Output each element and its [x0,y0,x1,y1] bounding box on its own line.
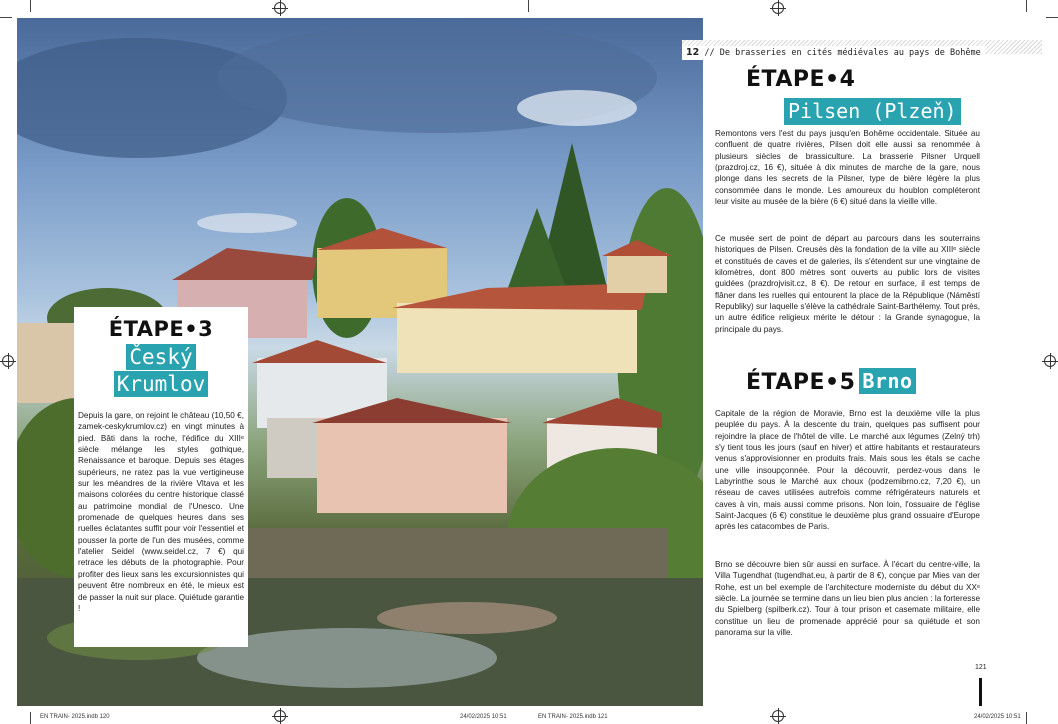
registration-mark-icon [2,355,14,367]
etape3-title: ÉTAPE•3 [108,317,214,341]
etape4-para2: Ce musée sert de point de départ au parcours dans les souterrains historiques de Pilsen. Creusés dès la fondation de la ville au XIIIᵉ siècle et constitués de caves et de galeries, ils s'étendent sur une vingtaine de kilomètres, dont 800 mètres sont ouverts au public lors de visites guidées (prazdrojvisit.cz, 8 €). De retour en surface, il est temps de flâner dans les ruelles qui entourent la place de la République (Náměstí Republiky) sur laquelle s'élève la cathédrale Saint-Barthélemy. Tout près, un autre édifice religieux mérite le détour : la Grande synagogue, la principale du pays. [715,234,980,334]
crop-mark [30,0,31,12]
etape5-para2: Brno se découvre bien sûr aussi en surface. À l'écart du centre-ville, la Villa Tugendhat (tugendhat.eu, à partir de 8 €), conçue par Mies van der Rohe, est un bel exemple de l'architecture moderniste du début du XXᵉ siècle. La journée se termine dans un lieu bien plus ancien : la forteresse du Spielberg (spilberk.cz). Tour à tour prison et casemate militaire, elle constitue un lieu de promenade apprécié pour sa quiétude et son panorama sur la ville. [715,560,980,638]
folio-bar [979,678,982,706]
etape3-city-line1: Český [126,344,195,370]
running-head-text [682,46,985,60]
etape5-title: ÉTAPE•5 [746,370,856,395]
slug-left-file: EN TRAIN- 2025.indb 120 [40,714,110,720]
slug-right-file: EN TRAIN- 2025.indb 121 [538,714,608,720]
etape4-para1: Remontons vers l'est du pays jusqu'en Bohême occidentale. Située au confluent de quatre rivières, Pilsen doit elle aussi sa renommée à plusieurs siècles de brassiculture. La brasserie Pilsner Urquell (prazdroj.cz, 16 €), située à dix minutes de marche de la gare, nous plonge dans les secrets de la Pilsner, type de bière légère la plus consommée dans le monde. Les amoureux du houblon compléteront leur visite au musée de la bière (6 €) situé dans la vieille ville. [715,129,980,207]
etape3-body: Depuis la gare, on rejoint le château (10,50 €, zamek-ceskykrumlov.cz) en vingt minutes à pied. Bâti dans la roche, l'édifice du XIIIᵉ siècle mélange les styles gothique, Renaissance et baroque. Depuis ses étages supérieurs, ne ratez pas la vue vertigineuse sur les méandres de la rivière Vltava et les maisons colorées du centre historique classé au patrimoine mondial de l'Unesco. Une promenade de quelques heures dans ses ruelles éclatantes suffit pour voir l'essentiel et pousser la porte de l'un des musées, comme l'atelier Seidel (www.seidel.cz, 7 €) qui retrace les débuts de la photographie. Pour profiter des lieux sans les excursionnistes qui peuvent être nombreux en été, le mieux est de passer la nuit sur place. Quiétude garantie ! [78,411,244,613]
crop-mark [0,17,12,18]
slug-right-date: 24/02/2025 10:51 [974,714,1021,720]
registration-mark-icon [1044,355,1056,367]
etape4-city-label: Pilsen (Plzeň) [784,98,961,125]
crop-mark [1026,0,1027,12]
etape5-heading [746,368,916,395]
etape3-city [78,343,244,397]
running-head [682,40,1042,58]
slug-left-date: 24/02/2025 10:51 [460,714,507,720]
registration-mark-icon [274,2,286,14]
etape5-city: Brno [859,368,915,394]
registration-mark-icon [772,710,784,722]
registration-mark-icon [772,2,784,14]
crop-mark [528,0,529,12]
crop-mark [30,712,31,724]
registration-mark-icon [274,710,286,722]
etape4-city [784,98,961,125]
etape4-title: ÉTAPE•4 [746,67,856,92]
page-number: 121 [975,664,987,671]
etape3-box [74,307,248,647]
running-head-title: // De brasseries en cités médiévales au pays de Bohême [704,48,981,58]
crop-mark [1026,712,1027,724]
running-head-page: 12 [686,47,700,58]
etape5-para1: Capitale de la région de Moravie, Brno est la deuxième ville la plus peuplée du pays. À la descente du train, quelques pas suffisent pour rejoindre la place de l'hôtel de ville. Le marché aux légumes (Zelný trh) s'y tient tous les jours (sauf en hiver) et attire habitants et restaurateurs venus s'approvisionner en produits frais. Mais sous les étals se cache une ville insoupçonnée. Pour la découvrir, perdez-vous dans le Labyrinthe sous le Marché aux choux (podzemibrno.cz, 7,20 €), un réseau de caves utilisées autrefois comme réfrigérateurs naturels et caves à vin, mais aussi comme prisons. Non loin, l'ossuaire de l'église Saint-Jacques (6 €) constitue le deuxième plus grand ossuaire d'Europe après les catacombes de Paris. [715,409,980,532]
crop-mark [1046,17,1058,18]
etape3-city-line2: Krumlov [114,371,209,397]
